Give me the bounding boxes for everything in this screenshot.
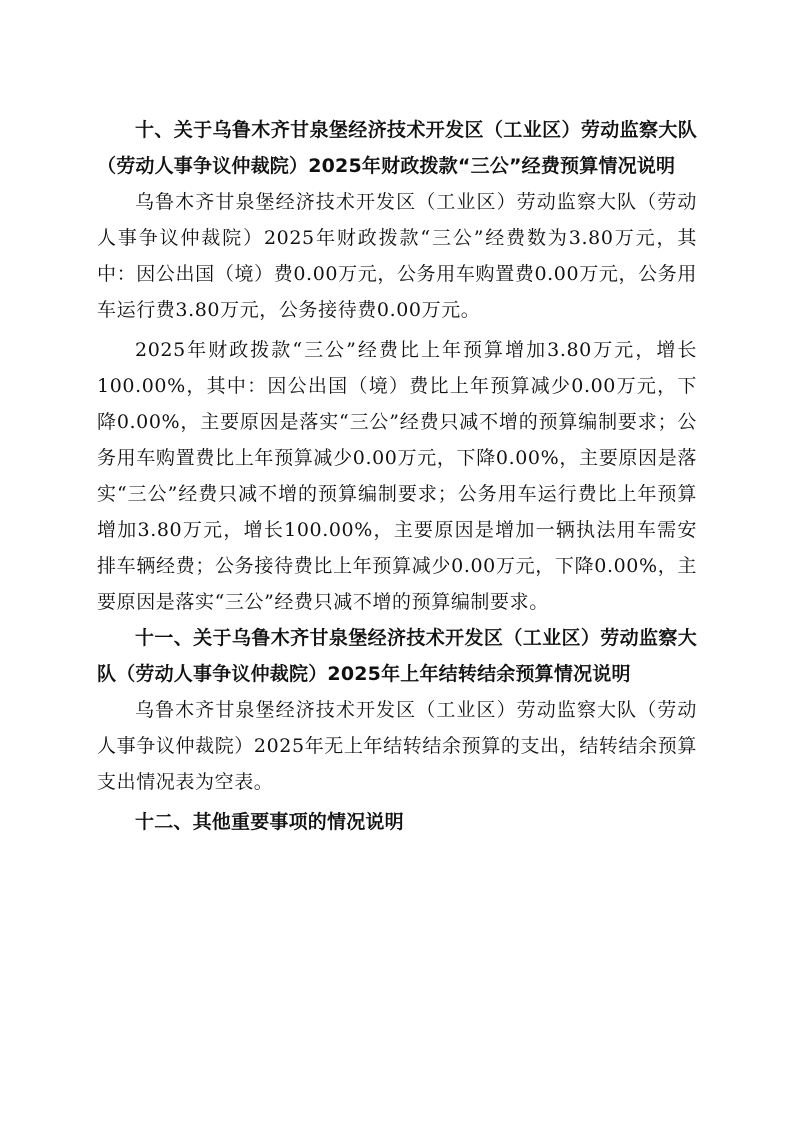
section-11-heading: 十一、关于乌鲁木齐甘泉堡经济技术开发区（工业区）劳动监察大队（劳动人事争议仲裁院）2025年上年结转结余预算情况说明 xyxy=(97,627,697,685)
section-10-paragraph-2: 2025年财政拨款“三公”经费比上年预算增加3.80万元，增长100.00%，其中：因公出国（境）费比上年预算减少0.00万元，下降0.00%，主要原因是落实“三公”经费只减不增的预算编制要求；公务用车购置费比上年预算减少0.00万元，下降0.00%，主要原因是落实“三公”经费只减不增的预算编制要求；公务用车运行费比上年预算增加3.80万元，增长100.00%，主要原因是增加一辆执法用车需安排车辆经费；公务接待费比上年预算减少0.00万元，下降0.00%，主要原因是落实“三公”经费只减不增的预算编制要求。 xyxy=(97,339,697,613)
section-11-paragraph-1: 乌鲁木齐甘泉堡经济技术开发区（工业区）劳动监察大队（劳动人事争议仲裁院）2025年无上年结转结余预算的支出，结转结余预算支出情况表为空表。 xyxy=(97,699,697,793)
section-10-heading: 十、关于乌鲁木齐甘泉堡经济技术开发区（工业区）劳动监察大队（劳动人事争议仲裁院）2025年财政拨款“三公”经费预算情况说明 xyxy=(97,119,697,177)
section-10-paragraph-1: 乌鲁木齐甘泉堡经济技术开发区（工业区）劳动监察大队（劳动人事争议仲裁院）2025年财政拨款“三公”经费数为3.80万元，其中：因公出国（境）费0.00万元，公务用车购置费0.00万元，公务用车运行费3.80万元，公务接待费0.00万元。 xyxy=(97,191,697,321)
section-12-heading: 十二、其他重要事项的情况说明 xyxy=(135,811,404,833)
document-page xyxy=(97,112,697,840)
